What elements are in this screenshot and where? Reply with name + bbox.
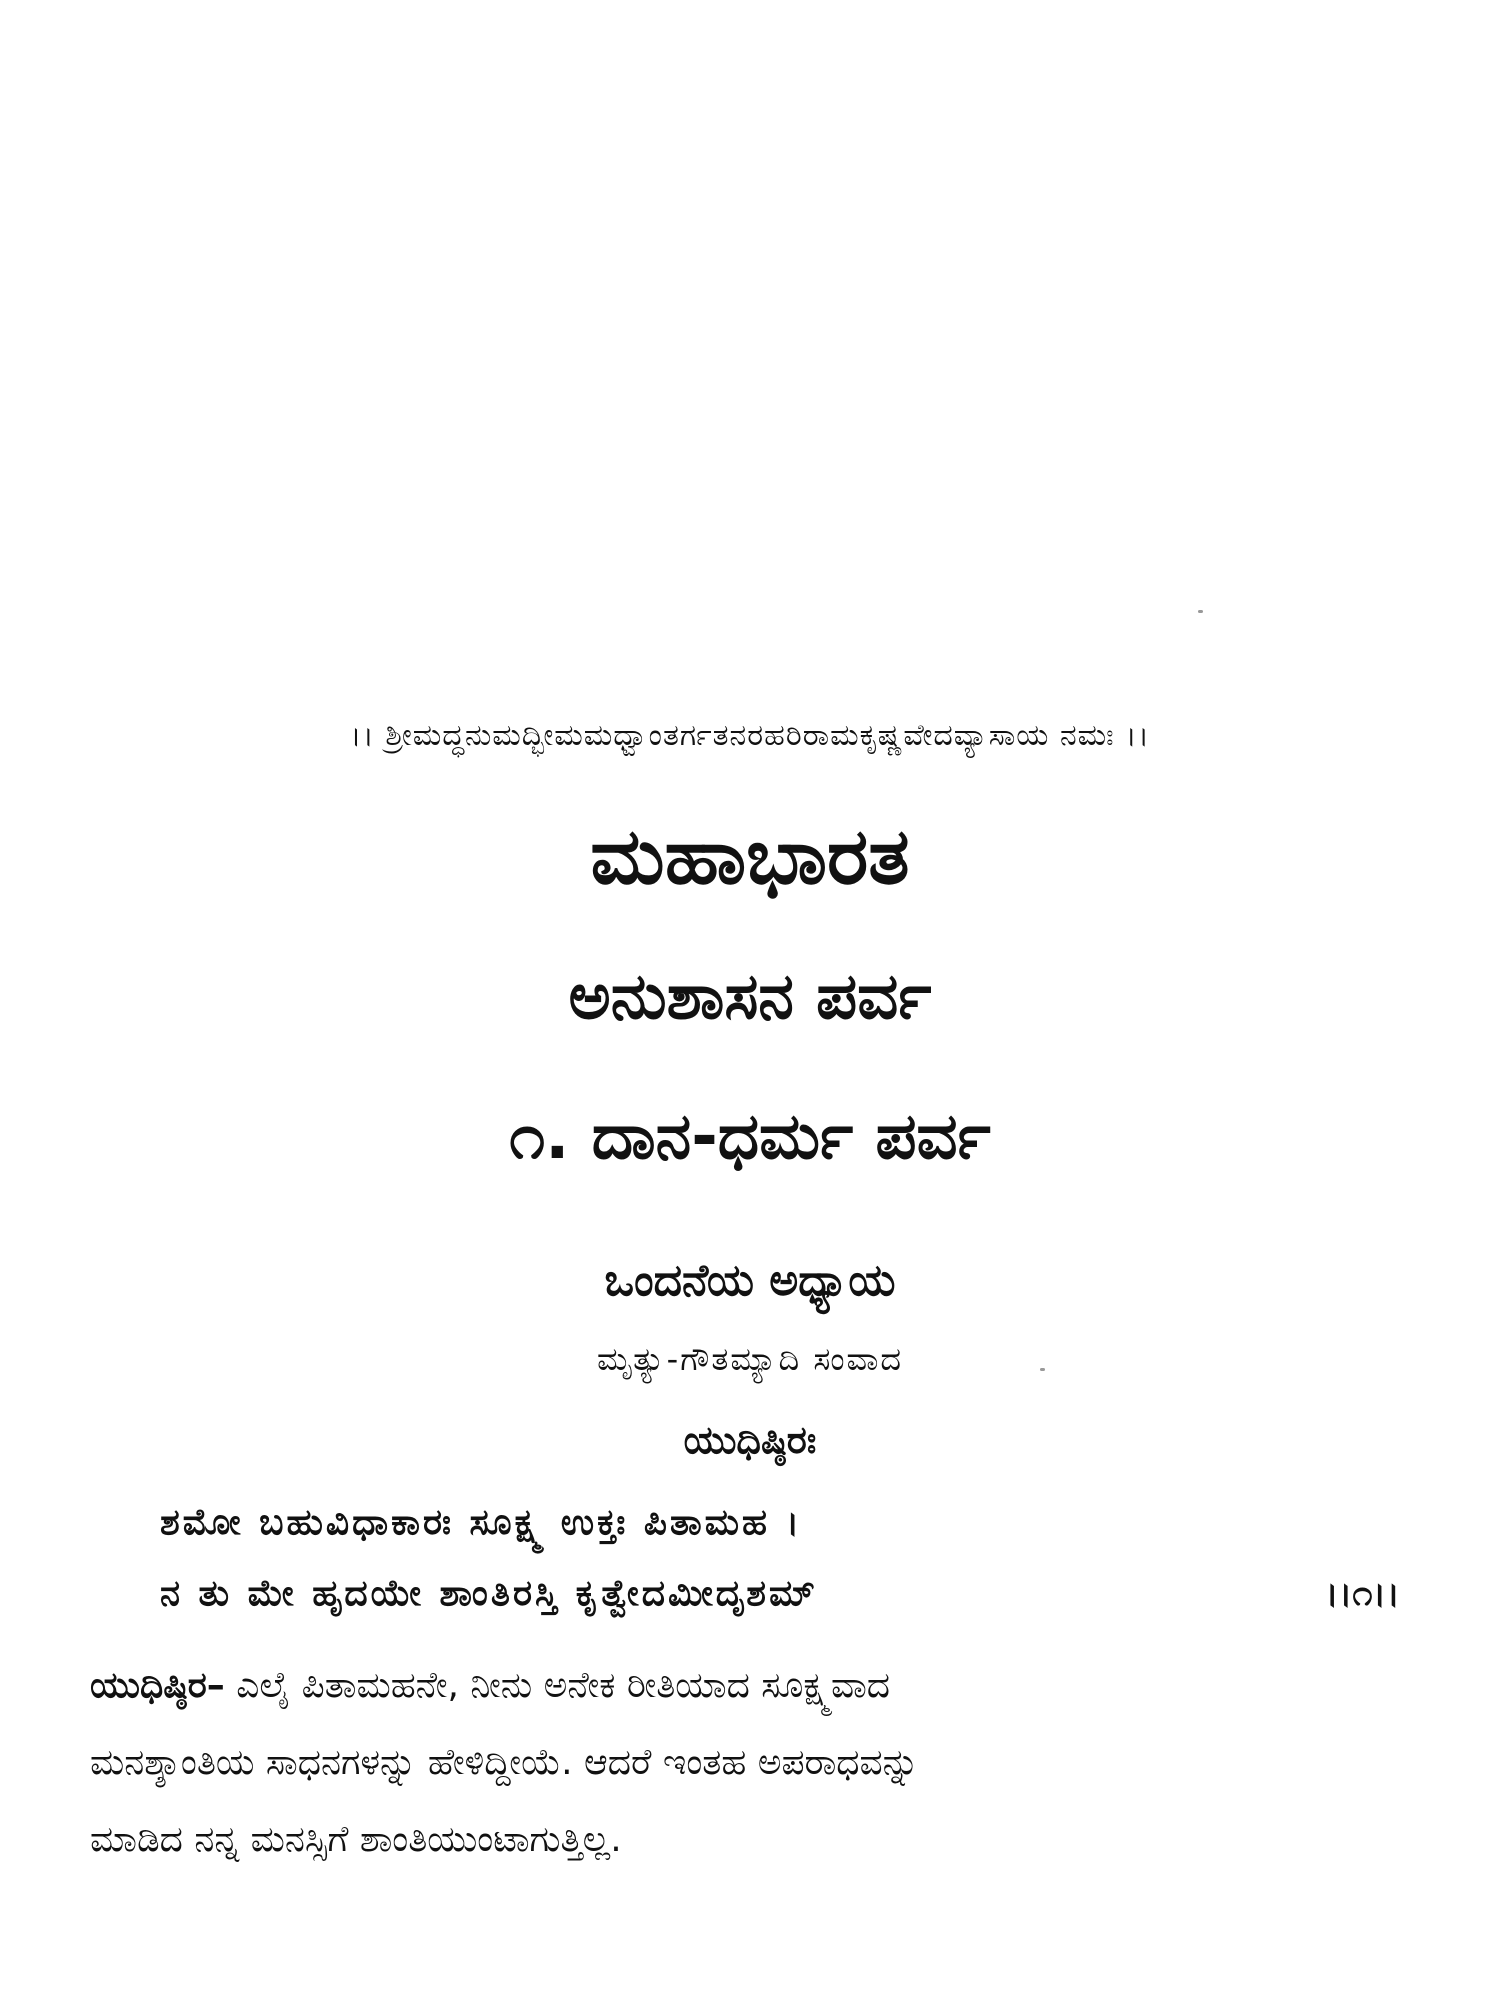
speaker-name: ಯುಧಿಷ್ಠಿರಃ: [683, 1418, 817, 1462]
book-title: ಮಹಾಭಾರತ: [590, 812, 910, 902]
prose-line-3: ಮಾಡಿದ ನನ್ನ ಮನಸ್ಸಿಗೆ ಶಾಂತಿಯುಂಟಾಗುತ್ತಿಲ್ಲ.: [90, 1819, 622, 1860]
verse-line-2: ನ ತು ಮೇ ಹೃದಯೇ ಶಾಂತಿರಸ್ತಿ ಕೃತ್ವೇದಮೀದೃಶಮ್: [160, 1573, 818, 1614]
prose-line-1: [90, 1665, 1430, 1707]
parva-heading: ಅನುಶಾಸನ ಪರ್ವ: [568, 960, 932, 1034]
dialogue-subtitle: ಮೃತ್ಯು-ಗೌತಮ್ಯಾದಿ ಸಂವಾದ: [596, 1340, 904, 1378]
invocation-line: ।। ಶ್ರೀಮದ್ಧನುಮದ್ಭೀಮಮಧ್ವಾಂತರ್ಗತನರಹರಿರಾಮಕೃಷ್ಣವೇದವ್ಯಾಸಾಯ ನಮಃ ।।: [349, 718, 1150, 753]
scan-speck: [1198, 610, 1203, 613]
verse-number: ।।೧।।: [1325, 1573, 1400, 1614]
chapter-heading: ಒಂದನೆಯ ಅಧ್ಯಾಯ: [604, 1255, 896, 1306]
prose-line-1-text: ಎಲೈ ಪಿತಾಮಹನೇ, ನೀನು ಅನೇಕ ರೀತಿಯಾದ ಸೂಕ್ಷ್ಮವಾದ: [224, 1665, 891, 1706]
subparva-heading: ೧. ದಾನ-ಧರ್ಮ ಪರ್ವ: [509, 1100, 991, 1174]
prose-speaker-lead: ಯುಧಿಷ್ಠಿರ–: [90, 1665, 225, 1706]
prose-line-2: ಮನಶ್ಶಾಂತಿಯ ಸಾಧನಗಳನ್ನು ಹೇಳಿದ್ದೀಯೆ. ಆದರೆ ಇಂತಹ ಅಪರಾಧವನ್ನು: [90, 1742, 919, 1783]
verse-line-1: ಶಮೋ ಬಹುವಿಧಾಕಾರಃ ಸೂಕ್ಷ್ಮ ಉಕ್ತಃ ಪಿತಾಮಹ ।: [160, 1502, 803, 1543]
